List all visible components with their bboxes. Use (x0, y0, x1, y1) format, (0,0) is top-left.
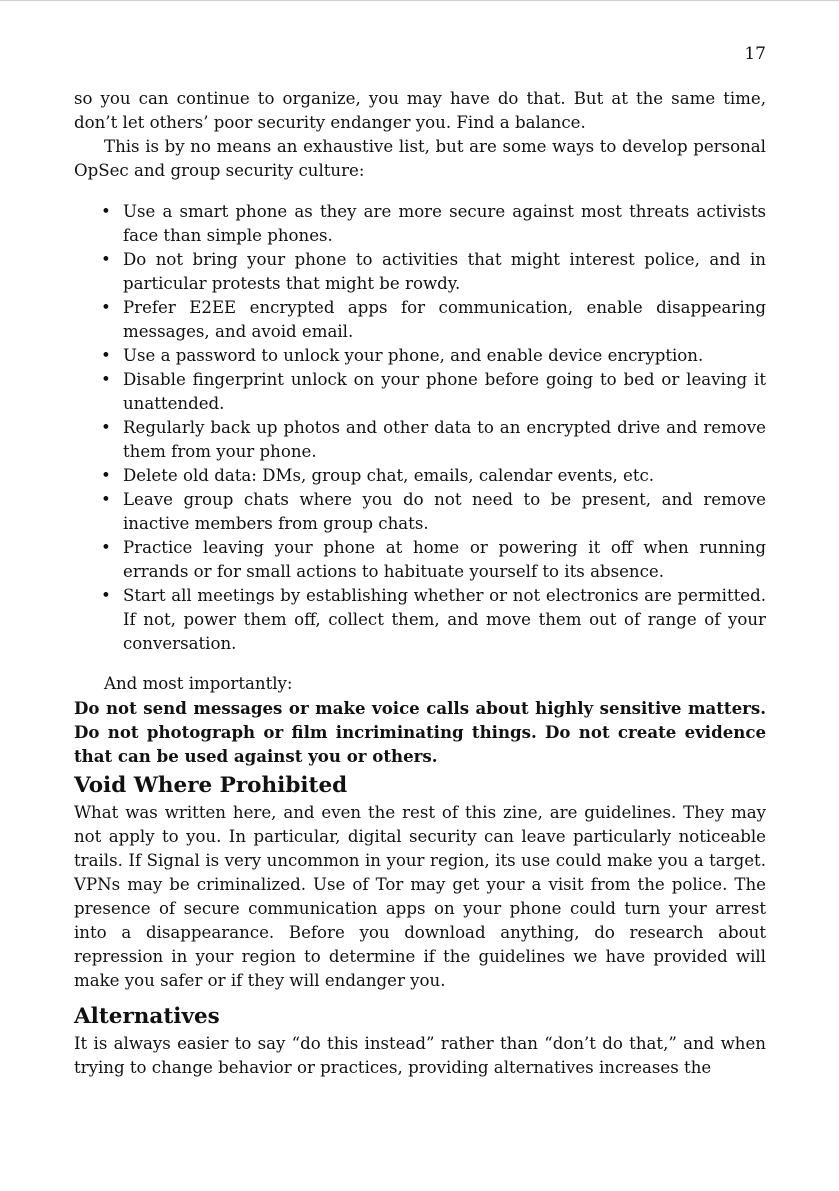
top-border-rule (0, 0, 839, 1)
list-item: • Regularly back up photos and other data to an encrypted drive and remove them from your phone. (123, 416, 766, 464)
section-paragraph-void-where-prohibited: What was written here, and even the rest of this zine, are guidelines. They may not apply to you. In particular, digital security can leave particularly noticeable trails. If Signal is very uncommon in your region, its use could make you a target. VPNs may be criminalized. Use of Tor may get your a visit from the police. The presence of secure communication apps on your phone could turn your arrest into a disappearance. Before you download anything, do research about repression in your region to determine if the guidelines we have provided will make you safer or if they will endanger you. (74, 803, 766, 990)
list-item: • Disable fingerprint unlock on your phone before going to bed or leaving it unattended. (123, 368, 766, 416)
section-paragraph-alternatives: It is always easier to say “do this instead” rather than “don’t do that,” and when trying to change behavior or practices, providing alternatives increases the (74, 1034, 766, 1077)
important-quote: Do not send messages or make voice calls about highly sensitive matters. Do not photograph or film incriminating things. Do not create evidence that can be used against you or others. (74, 698, 766, 766)
list-item: • Start all meetings by establishing whether or not electronics are permitted. If not, power them off, collect them, and move them out of range of your conversation. (123, 584, 766, 656)
section-heading-void-where-prohibited: Void Where Prohibited (74, 773, 348, 798)
list-item: • Prefer E2EE encrypted apps for communication, enable disappearing messages, and avoid email. (123, 296, 766, 344)
security-practices-list (74, 200, 766, 656)
list-item: • Do not bring your phone to activities that might interest police, and in particular protests that might be rowdy. (123, 248, 766, 296)
body-paragraph-continuation: so you can continue to organize, you may have do that. But at the same time, don’t let others’ poor security endanger you. Find a balance. (74, 89, 766, 132)
list-item: • Practice leaving your phone at home or powering it off when running errands or for small actions to habituate yourself to its absence. (123, 536, 766, 584)
section-heading-alternatives: Alternatives (74, 1004, 220, 1029)
list-item: • Use a password to unlock your phone, and enable device encryption. (123, 344, 766, 368)
list-item: • Delete old data: DMs, group chat, emails, calendar events, etc. (123, 464, 766, 488)
page-number: 17 (744, 44, 766, 64)
list-item: • Leave group chats where you do not need to be present, and remove inactive members from group chats. (123, 488, 766, 536)
body-paragraph-intro: This is by no means an exhaustive list, but are some ways to develop personal OpSec and group security culture: (74, 137, 766, 180)
lead-in-text: And most importantly: (104, 674, 293, 693)
list-item: • Use a smart phone as they are more secure against most threats activists face than simple phones. (123, 200, 766, 248)
page-body (74, 87, 766, 1080)
